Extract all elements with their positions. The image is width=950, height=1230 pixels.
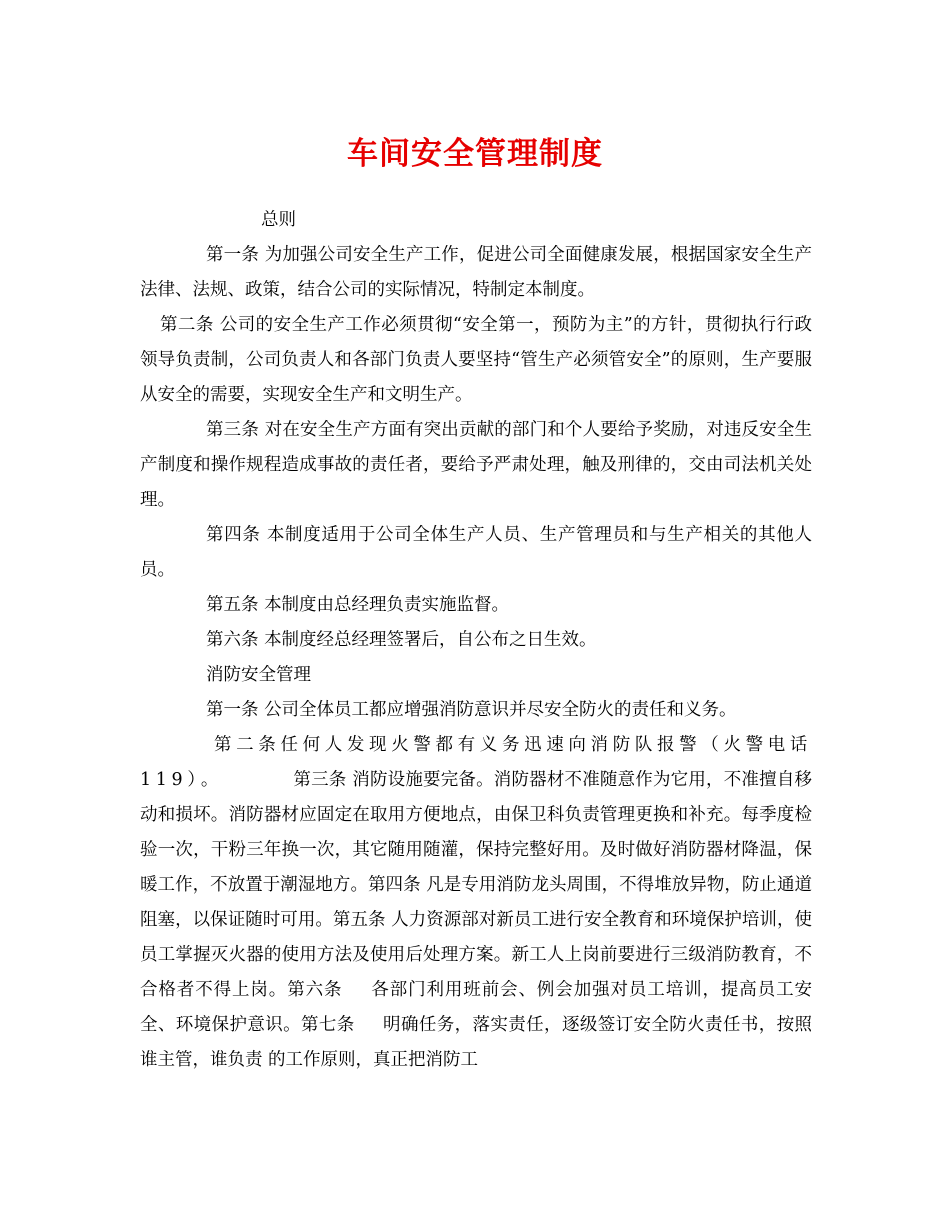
fire-article-5: 第五条 人力资源部对新员工进行安全教育和环境保护培训，使员工掌握灭火器的使用方法及使用后处理方案。新工人上岗前要进行三级消防教育，不合格者不得上岗。 [140, 910, 813, 1000]
document-body [140, 203, 812, 1078]
document-title: 车间安全管理制度 [347, 136, 603, 172]
fire-article-3: 第三条 消防设施要完备。消防器材不准随意作为它用，不准擅自移动和损坏。消防器材应固定在取用方便地点，由保卫科负责管理更换和补充。每季度检验一次，干粉三年换一次，其它随用随灌，保持完整好用。及时做好消防器材降温，保暖工作，不放置于潮湿地方。 [140, 770, 813, 895]
fire-article-6-label: 第六条 [287, 980, 343, 1000]
fire-article-4: 第四条 凡是专用消防龙头周围，不得堆放异物，防止通道阻塞，以保证随时可用。 [140, 875, 813, 930]
section-heading-fire: 消防安全管理 [206, 665, 311, 685]
general-article-3: 第三条 对在安全生产方面有突出贡献的部门和个人要给予奖励，对违反安全生产制度和操作规程造成事故的责任者，要给予严肃处理，触及刑律的，交由司法机关处理。 [140, 420, 812, 510]
fire-article-7-text: 明确任务，落实责任，逐级签订安全防火责任书，按照 谁主管，谁负责 的工作原则，真正把消防工 [140, 1015, 813, 1070]
general-article-2: 第二条 公司的安全生产工作必须贯彻“安全第一，预防为主”的方针，贯彻执行行政领导负责制，公司负责人和各部门负责人要坚持“管生产必须管安全”的原则，生产要服从安全的需要，实现安全生产和文明生产。 [140, 315, 812, 405]
fire-article-7-label: 第七条 [301, 1015, 355, 1035]
fire-articles-run [140, 728, 812, 1078]
fire-article-6-text: 各部门利用班前会、例会加强对员工培训，提高员工安全、环境保护意识。 [140, 980, 813, 1035]
fire-article-2: 第二条任何人发现火警都有义务迅速向消防队报警（火警电话119）。 [140, 735, 812, 790]
general-article-5: 第五条 本制度由总经理负责实施监督。 [206, 595, 510, 615]
section-heading-general: 总则 [261, 210, 296, 230]
general-article-4: 第四条 本制度适用于公司全体生产人员、生产管理员和与生产相关的其他人员。 [140, 525, 812, 580]
fire-article-1: 第一条 公司全体员工都应增强消防意识并尽安全防火的责任和义务。 [206, 700, 737, 720]
general-article-1: 第一条 为加强公司安全生产工作，促进公司全面健康发展，根据国家安全生产法律、法规、政策，结合公司的实际情况，特制定本制度。 [140, 245, 812, 300]
general-article-6: 第六条 本制度经总经理签署后，自公布之日生效。 [206, 630, 597, 650]
